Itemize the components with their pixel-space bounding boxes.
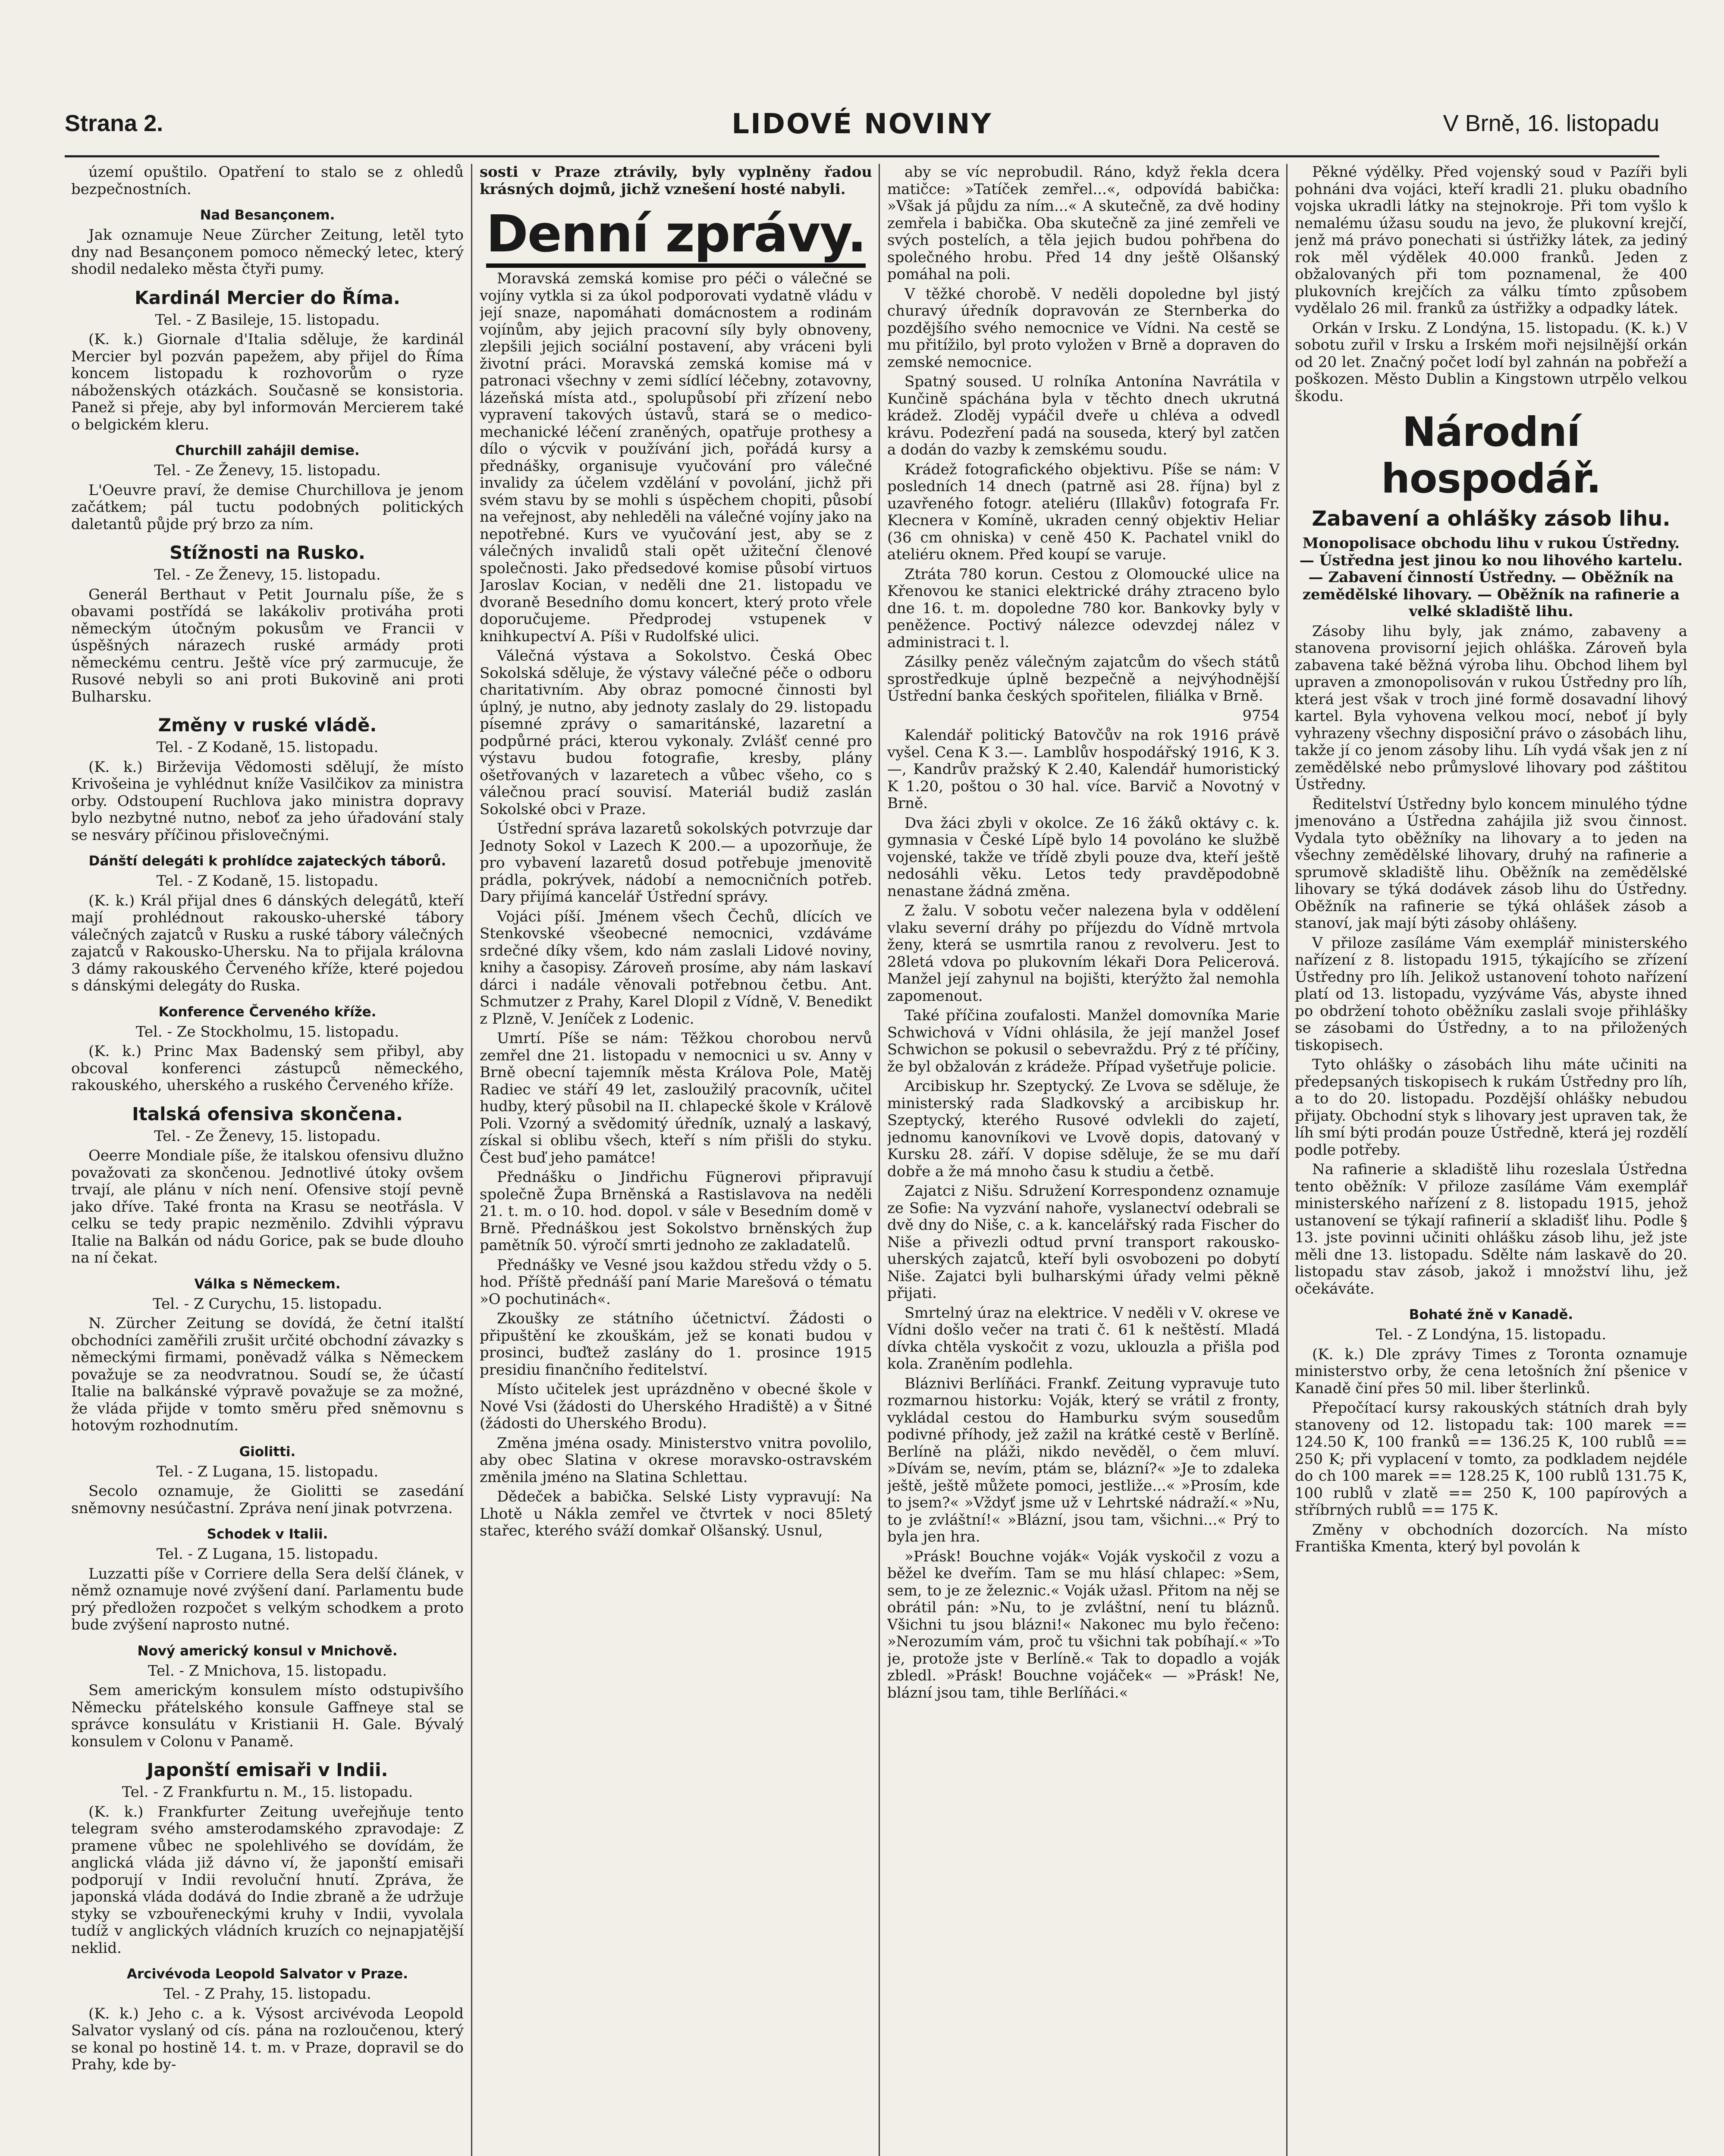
article-text: (K. k.) Král přijal dnes 6 dánských delegátů, kteří mají prohlédnout rakousko-uherské tábory válečných zajatců v Rusku a ruské tábory válečných zajatců v Rakousko-Uhersku. Na to přijala královna 3 dámy rakouského Červeného kříže, které pojedou s dánskými delegáty do Ruska.: [71, 892, 464, 994]
dateline: Tel. - Z Lugana, 15. listopadu.: [156, 1463, 379, 1480]
article-title: Konference Červeného kříže.: [158, 1004, 377, 1020]
dateline: Tel. - Z Lugana, 15. listopadu.: [156, 1545, 379, 1563]
news-item: Přepočítací kursy rakouských státních drah byly stanoveny od 12. listopadu tak: 100 marek == 124.50 K, 100 franků == 136.25 K, 100 rublů == 250 K; při vyplacení v tomto, za podkladem nejdéle do ch 100 marek == 128.25 K, 100 rublů 131.75 K, 100 rublů v zlatě == 250 K, 100 papírových a stříbrných rublů == 175 K.: [1295, 1399, 1687, 1519]
article-text: (K. k.) Princ Max Badenský sem přibyl, aby obcoval konferenci zástupců německého, rakouského, uherského a ruského Červeného kříže.: [71, 1043, 464, 1094]
article-text: Oeerre Mondiale píše, že italskou ofensivu dlužno považovati za skončenou. Jednotlivé útoky ovšem trvají, ale plánu v ních není. Ofensive stojí pevně jako dříve. Také fronta na Krasu se neotřásla. V celku se tedy prapic nezměnilo. Zdvihli výpravu Italie na Balkán od nádu Gorice, pak se bude dlouho na ní čekat.: [71, 1147, 464, 1266]
news-item: Arcibiskup hr. Szeptycký. Ze Lvova se sděluje, že ministerský rada Sladkovský a arcibiskup hr. Szeptycký, kterého Rusové odvlekli do zajetí, jednomu kanovníkovi ve Lvově dopis, datovaný v Kursku 28. září. V dopise sděluje, že se mu daří dobře a že má mnoho času k studiu a četbě.: [887, 1078, 1280, 1180]
news-item: Také příčina zoufalosti. Manžel domovníka Marie Schwichová v Vídni ohlásila, že její manžel Josef Schwichon se pokusil o sebevraždu. Prý z té příčiny, že byl obžalován z krádeže. Případ vyšetřuje policie.: [887, 1007, 1280, 1075]
news-item: Dědeček a babička. Selské Listy vypravují: Na Lhotě u Nákla zemřel ve čtvrtek v noci 85letý stařec, kterého sváží domkař Olšanský. Usnul,: [480, 1488, 872, 1539]
column-rule: [1286, 164, 1288, 2156]
column-2: [480, 164, 872, 2156]
article-title: Giolitti.: [239, 1444, 296, 1460]
article-title: Nový americký konsul v Mnichově.: [137, 1643, 398, 1659]
article-text: (K. k.) Jeho c. a k. Výsost arcivévoda Leopold Salvator vyslaný od cís. pána na rozloučenou, který se konal po hostině 14. t. m. v Praze, dopravil se do Prahy, kde by-: [71, 2005, 464, 2073]
article-text: Secolo oznamuje, že Giolitti se zasedání sněmovny nesúčastní. Zpráva není jinak potvrzena.: [71, 1482, 464, 1517]
column-3: [887, 164, 1280, 2156]
news-item: Místo učitelek jest uprázdněno v obecné škole v Nové Vsi (žádosti do Uherského Hradiště) a v Šitné (žádosti do Uherského Brodu).: [480, 1381, 872, 1432]
dateline: Tel. - Z Prahy, 15. listopadu.: [163, 1985, 371, 2002]
column-4: [1295, 164, 1687, 2156]
header-rule: [65, 155, 1659, 157]
news-item: Změna jména osady. Ministerstvo vnitra povolilo, aby obec Slatina v okrese moravsko-ostravském změnila jméno na Slatina Schlettau.: [480, 1434, 872, 1486]
article-text: Jak oznamuje Neue Zürcher Zeitung, letěl tyto dny nad Besançonem pomoco německý letec, který shodil nedaleko města čtyři pumy.: [71, 226, 464, 278]
news-item: Umrtí. Píše se nám: Těžkou chorobou nervů zemřel dne 21. listopadu v nemocnici u sv. Anny v Brně obecní tajemník města Králova Pole, Matěj Radiec ve stáří 49 let, zasloužilý pracovník, učitel hudby, který působil na II. chlapecké škole v Králově Poli. Vzorný a svědomitý úředník, uznalý a laskavý, získal si oblibu všech, kteří s ním přišli do styku. Čest buď jeho památce!: [480, 1030, 872, 1166]
news-item: Z žalu. V sobotu večer nalezena byla v oddělení vlaku severní dráhy po příjezdu do Vídně mrtvola ženy, která se usmrtila ranou z revolveru. Jest to 28letá vdova po plukovním lékaři Dora Pelicerová. Manžel její zahynul na bojišti, kterýžto žal nemohla zapomenout.: [887, 902, 1280, 1005]
article-headline: Zabavení a ohlášky zásob lihu.: [1312, 507, 1671, 531]
article-title: Arcivévoda Leopold Salvator v Praze.: [126, 1966, 408, 1982]
ad-number: 9754: [1242, 707, 1280, 724]
article-text: (K. k.) Birževija Vědomosti sdělují, že místo Krivošeina je vyhlédnut kníže Vasilčikov za ministra orby. Odstoupení Ruchlova jako ministra dopravy bylo nezbytné nutno, neboť za jeho úřadování staly se nesváry příčinou přislovečnými.: [71, 758, 464, 844]
news-item: Přednášku o Jindřichu Fügnerovi připravují společně Župa Brněnská a Rastislavova na neděli 21. t. m. o 10. hod. dopol. v sále v Besedním domě v Brně. Přednáškou jest Sokolstvo brněnských žup pamětník 50. výročí smrti jednoho ze zakladatelů.: [480, 1169, 872, 1254]
page-number: Strana 2.: [65, 110, 163, 136]
article-text: Zásoby lihu byly, jak známo, zabaveny a stanovena provisorní jejich ohláška. Zároveň byla zabavena také běžná výroba lihu. Obchod lihem byl upraven a zmonopolisován v rukou Ústředny pro líh, která jest však v troch jiné formě dosavadní lihový kartel. Byla vyhovena velkou mocí, neboť jí byly vyhrazeny všechny disposiční právo o zásobách lihu, takže jí co jenom zásoby lihu. Líh vydá však jen z ní zemědělské nebo průmyslové lihovary pod záštitou Ústředny.: [1295, 622, 1687, 793]
dateline: Tel. - Ze Ženevy, 15. listopadu.: [154, 1127, 381, 1145]
news-item: Orkán v Irsku. Z Londýna, 15. listopadu. (K. k.) V sobotu zuřil v Irsku a Irském moři nejsilnější orkán od 20 let. Značný počet lodí byl zahnán na pobřeží a poškozen. Město Dublin a Kingstown utrpělo velkou škodu.: [1295, 319, 1687, 405]
article-title: Válka s Německem.: [194, 1276, 341, 1292]
article-text: Generál Berthaut v Petit Journalu píše, že s obavami postřídá se lakákoliv protiváha proti německým útočným pokusům ve Francii v úspěšných nárazech ruské armády proti německému centru. Ještě více prý zarmucuje, že Rusové nebyli so ani proti Bukovině ani proti Bulharsku.: [71, 586, 464, 705]
article-title: Nad Besançonem.: [200, 207, 335, 223]
article-text: sosti v Praze ztrávily, byly vyplněny řadou krásných dojmů, jichž vznešení hosté nabyli.: [480, 164, 872, 198]
column-1: [71, 164, 464, 2156]
article-title: Churchill zahájil demise.: [175, 443, 360, 458]
news-item: Zajatci z Nišu. Sdružení Korrespondenz oznamuje ze Sofie: Na vyzvání nahoře, vyslanectví odebrali se dvě dny do Niše, c. a k. kancelářský rada Fischer do Niše a přivezli odtud první transport rakousko-uherských zajatců, kteří byli osvobozeni po dobytí Niše. Zajatci byli bulharskými úřady velmi pěkně přijati.: [887, 1182, 1280, 1302]
news-item: Pěkné výdělky. Před vojenský soud v Pazíři byli pohnáni dva vojáci, kteří kradli 21. pluku obadního vojska ukradli látky na stejnokroje. Při tom vyšlo k nemalému úžasu soudu na jevo, že plukovní krejčí, jenž má právo ponechati si ústřižky látek, za jediný rok měl výdělek 40.000 franků. Jeden z obžalovaných při tom poznamenal, že 400 plukovních krejčích za válku tímto způsobem vydělalo 26 mil. franků za ústřižky a odpadky látek.: [1295, 164, 1687, 317]
news-item: Vojáci píší. Jménem všech Čechů, dlících ve Stenkovské všeobecné nemocnici, vzdáváme srdečné díky všem, kdo nám zaslali Lidové noviny, knihy a časopisy. Zároveň prosíme, aby nám laskaví dárci i nadále věnovali potřebnou četbu. Ant. Schmutzer z Prahy, Karel Dlopil z Vídně, V. Benedikt z Plzně, V. Jeníček z Lodenic.: [480, 908, 872, 1028]
article-text: L'Oeuvre praví, že demise Churchillova je jenom začátkem; pál tuctu podobných politických daletantů půjde prý brzo za ním.: [71, 481, 464, 533]
news-item: Zásilky peněz válečným zajatcům do všech států sprostředkuje úplně bezpečně a nejvýhodnější Ústřední banka českých spořitelen, filiálka v Brně.: [887, 653, 1280, 705]
article-text: území opuštilo. Opatření to stalo se z ohledů bezpečnostních.: [71, 164, 464, 198]
section-title-text: Denní zprávy.: [486, 204, 866, 268]
news-item: Přednášky ve Vesné jsou každou středu vždy o 5. hod. Příště přednáší paní Marie Marešová o tématu »O pochutinách«.: [480, 1256, 872, 1308]
article-title: Japonští emisaři v Indii.: [147, 1759, 388, 1780]
article-text: (K. k.) Dle zprávy Times z Toronta oznamuje ministerstvo orby, že cena letošních žní pšenice v Kanadě činí přes 50 mil. liber šterlinků.: [1295, 1345, 1687, 1397]
news-item: Spatný soused. U rolníka Antonína Navrátila v Kunčině spáchána byla v těchto dnech ukrutná krádež. Zloděj vypáčil dveře u chléva a odvedl krávu. Podezření padá na souseda, který byl zatčen a dodán do vazby k zemskému soudu.: [887, 373, 1280, 458]
place-date: V Brně, 16. listopadu: [1443, 110, 1659, 136]
article-text: Na rafinerie a skladiště lihu rozeslala Ústředna tento oběžník: V přiloze zasíláme Vám exemplář ministerského nařízení z 8. listopadu 1915, jehož ustanovení se týkají rafinerií a skladišť lihu. Podle § 13. jste povinni učiniti ohlášku zásob lihu, jež jste měli dne 13. listopadu. Sdělte nám laskavě do 20. listopadu stav zásob, jakož i množství lihu, jež očekáváte.: [1295, 1161, 1687, 1297]
dateline: Tel. - Z Kodaně, 15. listopadu.: [156, 872, 379, 890]
dateline: Tel. - Ze Stockholmu, 15. listopadu.: [135, 1023, 399, 1040]
news-item: V těžké chorobě. V neděli dopoledne byl jistý churavý úředník dopravován ze Sternberka do pozdějšího svého nemocnice ve Vídni. Na cestě se mu přitížilo, byl proto vyložen v Brně a dopraven do zemské nemocnice.: [887, 285, 1280, 371]
news-item: aby se víc neprobudil. Ráno, když řekla dcera matičce: »Tatíček zemřel...«, odpovídá babička: »Však já půjdu za ním...« A skutečně, za dvě hodiny zemřela i babička. Oba skutečně za jiné zemřeli ve svých postelích, a těla jejich budou pohřbena do společného hrobu. Před 14 dny ještě Olšanský pomáhal na poli.: [887, 164, 1280, 283]
news-item: Válečná výstava a Sokolstvo. Česká Obec Sokolská sděluje, že výstavy válečné péče o odboru charitativním. Aby obraz pomocné činnosti byl úplný, je nutno, aby jednoty zaslaly do 29. listopadu písemné zprávy o samaritánské, lazaretní a podpůrné práci, kterou vykonaly. Zvlášť cenné pro výstavu budou fotografie, kresby, plány ošetřovaných v lazaretech a vůbec všeho, co s válečnou prací souvisí. Materiál budiž zaslán Sokolské obci v Praze.: [480, 647, 872, 818]
news-item: Zkoušky ze státního účetnictví. Žádosti o připuštění ke zkouškám, jež se konati budou v prosinci, buďtež zaslány do 1. prosince 1915 presidiu finančního ředitelství.: [480, 1310, 872, 1379]
article-text: Luzzatti píše v Corriere della Sera delší článek, v němž oznamuje nové zvýšení daní. Parlamentu bude prý předložen rozpočet s velkým schodkem a proto bude zvýšení naprosto nutné.: [71, 1565, 464, 1633]
dateline: Tel. - Z Basileje, 15. listopadu.: [155, 311, 380, 329]
column-rule: [471, 164, 472, 2156]
news-item: Moravská zemská komise pro péči o válečné se vojíny vytkla si za úkol podporovati vydatně vládu v její snaze, napomáhati domácnostem a rodinám vojínům, aby jejich pracovní síly byly obnoveny, zlepšili jejich sociální postavení, aby vráceni byli životní práci. Moravská zemská komise má v patronaci všechny v zemi sídlící léčebny, zotavovny, lázeňská místa atd., spolupůsobí při zřízení nebo vypravení takových ústavů, stará se o medico-mechanické léčení zraněných, opatřuje prothesy a dílo o výcvik v používání jich, pořádá kursy a přednášky, organisuje vyučování pro válečné invalidy za účelem vzdělání v povolání, jichž při svém stavu by se mohli s úspěchem chopiti, působí na veřejnost, aby nehleděli na válečné vojíny jako na nepotřebné. Kurs ve vyučování jest, aby se z válečných invalidů stali opět užiteční členové společnosti. Jako předsedové komise působí virtuos Jaroslav Kocian, v neděli dne 21. listopadu ve dvoraně Besedního domu koncert, který proto vřele doporučujeme. Předprodej vstupenek v knihkupectví A. Píši v Rudolfské ulici.: [480, 270, 872, 645]
article-title: Dánští delegáti k prohlídce zajateckých táborů.: [88, 853, 446, 869]
article-title: Bohaté žně v Kanadě.: [1409, 1307, 1573, 1322]
masthead: LIDOVÉ NOVINY: [732, 108, 992, 140]
article-text: Tyto ohlášky o zásobách lihu máte učiniti na předepsaných tiskopisech k rukám Ústředny pro líh, a to do 20. listopadu. Pozdější ohlášky nebudou přijaty. Obchodní styk s lihovary jest upraven tak, že líh smí býti prodán pouze Ústředně, která jej rozdělí podle potřeby.: [1295, 1056, 1687, 1159]
page-header: [65, 110, 1659, 151]
news-item: Dva žáci zbyli v okolce. Ze 16 žáků oktávy c. k. gymnasia v České Lípě bylo 14 povoláno ke službě vojenské, takže ve třídě zbyli pouze dva, kteří ještě nedosáhli věku. Letos tedy pravděpodobně nenastane žádná změna.: [887, 814, 1280, 900]
article-title: Změny v ruské vládě.: [158, 714, 377, 736]
article-title: Schodek v Italii.: [207, 1526, 328, 1542]
article-title: Stížnosti na Rusko.: [170, 542, 365, 563]
section-title: Národní hospodář.: [1381, 409, 1601, 502]
dateline: Tel. - Ze Ženevy, 15. listopadu.: [154, 462, 381, 479]
article-text: V přiloze zasíláme Vám exemplář ministerského nařízení z 8. listopadu 1915, týkajícího se zřízení Ústředny pro líh. Jelikož ustanovení tohoto nařízení platí od 13. listopadu, vyzýváme Vás, abyste ihned po obdržení tohoto oběžníku zaslali svoje přihlášky se zásobami do Ústředny, a to na přiložených tiskopisech.: [1295, 934, 1687, 1054]
article-deck: Monopolisace obchodu lihu v rukou Ústředny. — Ústředna jest jinou ko nou lihového kartelu. — Zabavení činností Ústředny. — Oběžník na zemědělské lihovary. — Oběžník na rafinerie a velké skladiště lihu.: [1299, 535, 1683, 620]
dateline: Tel. - Ze Ženevy, 15. listopadu.: [154, 566, 381, 583]
dateline: Tel. - Z Kodaně, 15. listopadu.: [156, 739, 379, 756]
article-title: Kardinál Mercier do Říma.: [135, 287, 400, 308]
section-title: [480, 206, 872, 262]
article-text: N. Zürcher Zeitung se dovídá, že četní italští obchodníci zaměřili zrušit určité obchodní závazky s německými firmami, poněvadž válka s Německem považuje se za neodvratnou. Soudí se, že účastí Italie na balkánské výpravě považuje se za možné, že vláda přijde v tomto směru před sněmovnu s hotovým rozhodnutím.: [71, 1315, 464, 1434]
news-item: Smrtelný úraz na elektrice. V neděli v V. okrese ve Vídni došlo večer na trati č. 61 k neštěstí. Mladá dívka chtěla vyskočit z vozu, uklouzla a přišla pod kola. Zraněním podlehla.: [887, 1304, 1280, 1373]
article-text: (K. k.) Giornale d'Italia sděluje, že kardinál Mercier byl pozván papežem, aby přijel do Říma koncem listopadu k rozhovorům o ryze náboženských otázkách. Současně se konsistoria. Panež si přeje, aby byl informován Mercierem také o belgickém kleru.: [71, 331, 464, 433]
news-item: Ústřední správa lazaretů sokolských potvrzuje dar Jednoty Sokol v Lazech K 200.— a upozorňuje, že pro vybavení lazaretů dosud potřebuje jmenovitě prádla, pokrývek, nádobí a nemocničních potřeb. Dary přijímá kancelář Ústřední správy.: [480, 820, 872, 906]
dateline: Tel. - Z Curychu, 15. listopadu.: [153, 1295, 382, 1313]
news-item: Krádež fotografického objektivu. Píše se nám: V posledních 14 dnech (patrně asi 28. října) byl z uzavřeného fotogr. ateliéru (Illakův) fotografa Fr. Klecnera v Komíně, ukraden cenný objektiv Heliar (36 cm ohniska) v ceně 450 K. Pachatel vnikl do ateliéru oknem. Před koupí se varuje.: [887, 461, 1280, 563]
dateline: Tel. - Z Mnichova, 15. listopadu.: [148, 1662, 387, 1680]
news-item: Bláznivi Berlíňáci. Frankf. Zeitung vypravuje tuto rozmarnou historku: Voják, který se vrátil z fronty, vykládal cestou do Hamburku svým sousedům podivné příhody, jež zažil na krátké cestě v Berlíně. Berlíně na pláži, nikdo nevěděl, o čem mluví. »Dívám se, nevím, ptám se, blázní?« »Je to zdaleka ještě, ještě můžete pomoci, jestliže...« »Prosím, kde to jsem?« »Vždyť jsme už v Lehrtské nádraží.« »Nu, to je zvláštní!« »Blázní, jsou tam, všichni...« Prý to byla jen hra.: [887, 1375, 1280, 1545]
column-rule: [879, 164, 880, 2156]
news-item: Ztráta 780 korun. Cestou z Olomoucké ulice na Křenovou ke stanici elektrické dráhy ztraceno bylo dne 16. t. m. dopoledne 780 kor. Bankovky byly v peněžence. Poctivý nálezce odevzdej nález v administraci t. l.: [887, 565, 1280, 651]
dateline: Tel. - Z Londýna, 15. listopadu.: [1376, 1326, 1606, 1343]
news-item: Kalendář politický Batovčův na rok 1916 právě vyšel. Cena K 3.—. Lamblův hospodářský 1916, K 3.—, Kandrův pražský K 2.40, Kalendář humoristický K 1.20, poštou o 30 hal. více. Barvič a Novotný v Brně.: [887, 727, 1280, 812]
dateline: Tel. - Z Frankfurtu n. M., 15. listopadu.: [122, 1783, 413, 1801]
article-text: (K. k.) Frankfurter Zeitung uveřejňuje tento telegram svého amsterodamského zpravodaje: Z pramene vůbec ne spolehlivého se dovídám, že anglická vláda již dávno ví, že japonští emisaři podporují v Indii revoluční hnutí. Zpráva, že japonská vláda dodává do Indie zbraně a že udržuje styky se vzbouřeneckými kruhy v Indii, vyvolala tudíž v anglických vládních kruzích co nejnapjatější neklid.: [71, 1803, 464, 1957]
news-item: »Prásk! Bouchne voják« Voják vyskočil z vozu a běžel ke dveřím. Tam se mu hlásí chlapec: »Sem, sem, to je ze železnic.« Voják užasl. Přitom na něj se obrátil pán: »Nu, to je zvláštní, není tu bláznů. Všichni tu jsou blázni!« Nakonec mu bylo řečeno: »Nerozumím vám, proč tu všichni tak pobíhají.« »To je, protože jste v Berlíně.« Tak to dopadlo a voják zbledl. »Prásk! Bouchne vojáček« — »Prásk! Ne, blázní jsou tam, tihle Berlíňáci.«: [887, 1548, 1280, 1702]
article-text: Sem americkým konsulem místo odstupivšího Německu přátelského konsule Gaffneye stal se správce konsulátu v Kristianii H. Gale. Bývalý konsulem v Colonu v Panamě.: [71, 1682, 464, 1750]
news-item: Změny v obchodních dozorcích. Na místo Františka Kmenta, který byl povolán k: [1295, 1521, 1687, 1555]
article-text: Ředitelství Ústředny bylo koncem minulého týdne jmenováno a Ústředna zahájila již svou činnost. Vydala tyto oběžníky na lihovary a to jeden na všechny zemědělské lihovary, druhý na rafinerie a sprumově skladiště lihu. Oběžník na zemědělské lihovary se týká dodávek zásob lihu do Ústředny. Oběžník na rafinerie se týká ohlášek zásob a stanoví, jak mají býti zásoby ohlášeny.: [1295, 795, 1687, 932]
article-title: Italská ofensiva skončena.: [132, 1103, 403, 1125]
